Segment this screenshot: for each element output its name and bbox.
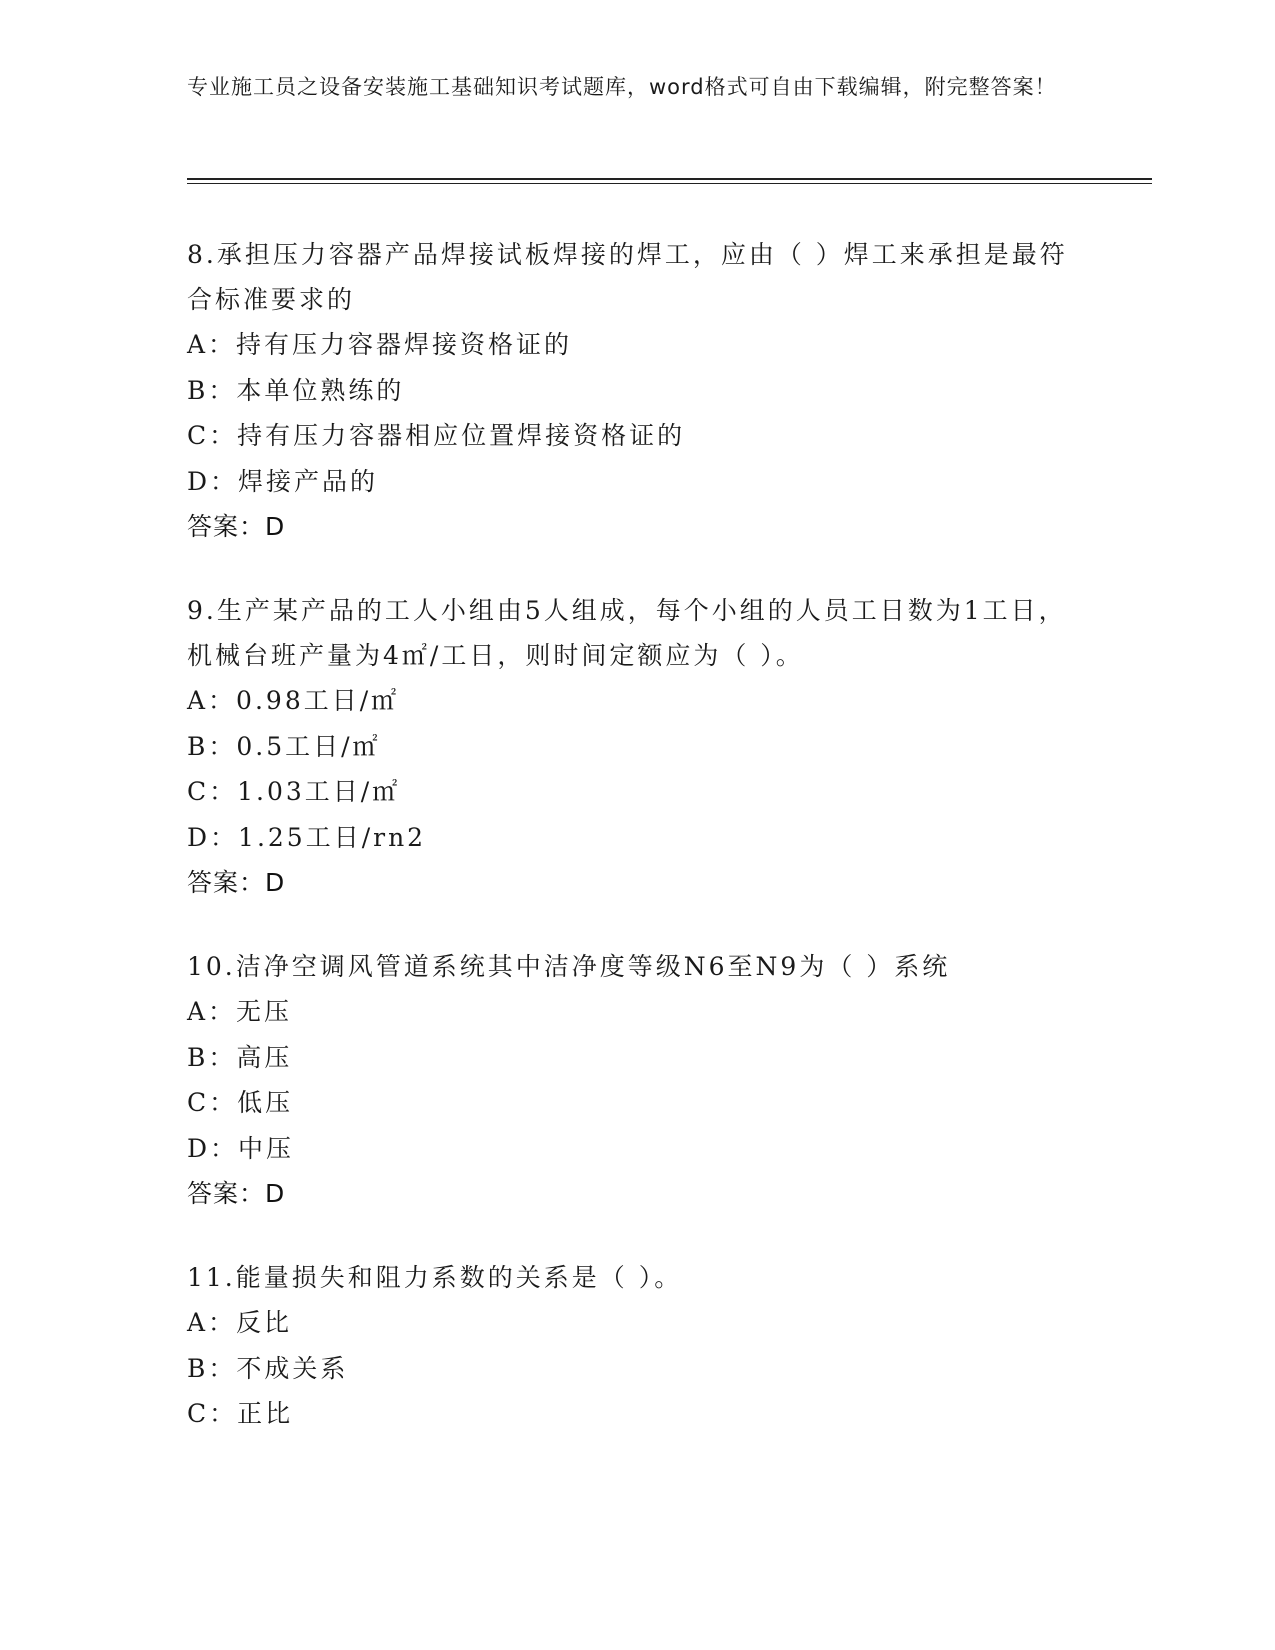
option-d: D：焊接产品的: [187, 466, 379, 496]
option-b: B：0.5工日/㎡: [187, 731, 381, 761]
option-d: D：中压: [187, 1133, 295, 1163]
question-list: [187, 232, 1087, 1476]
option-c: C：持有压力容器相应位置焊接资格证的: [187, 421, 686, 450]
question-8: [187, 232, 1087, 549]
option-a: A：持有压力容器焊接资格证的: [187, 330, 573, 359]
option-d: D：1.25工日/rn2: [187, 822, 427, 852]
option-a: A：反比: [187, 1308, 293, 1337]
question-text: 10.洁净空调风管道系统其中洁净度等级N6至N9为（ ）系统: [187, 952, 951, 981]
answer-line: 答案：D: [187, 868, 286, 897]
option-a: A：0.98工日/㎡: [187, 686, 400, 715]
header-divider-bottom: [187, 183, 1152, 184]
option-b: B：高压: [187, 1042, 293, 1072]
option-c: C：正比: [187, 1399, 294, 1428]
question-11: [187, 1255, 1087, 1437]
document-header: 专业施工员之设备安装施工基础知识考试题库，word格式可自由下载编辑，附完整答案！: [187, 75, 1057, 99]
question-10: [187, 944, 1087, 1216]
answer-line: 答案：D: [187, 512, 286, 541]
option-a: A：无压: [187, 997, 293, 1026]
answer-line: 答案：D: [187, 1179, 286, 1208]
question-text: 8.承担压力容器产品焊接试板焊接的焊工，应由（ ）焊工来承担是最符合标准要求的: [187, 240, 1068, 314]
option-c: C：低压: [187, 1088, 294, 1117]
question-9: [187, 588, 1087, 905]
option-b: B：本单位熟练的: [187, 375, 405, 405]
question-text: 9.生产某产品的工人小组由5人组成，每个小组的人员工日数为1工日，机械台班产量为4㎡/工日，则时间定额应为（ ）。: [187, 596, 1067, 670]
option-b: B：不成关系: [187, 1353, 349, 1383]
option-c: C：1.03工日/㎡: [187, 777, 401, 806]
question-text: 11.能量损失和阻力系数的关系是（ ）。: [187, 1263, 683, 1292]
header-divider-top: [187, 178, 1152, 180]
